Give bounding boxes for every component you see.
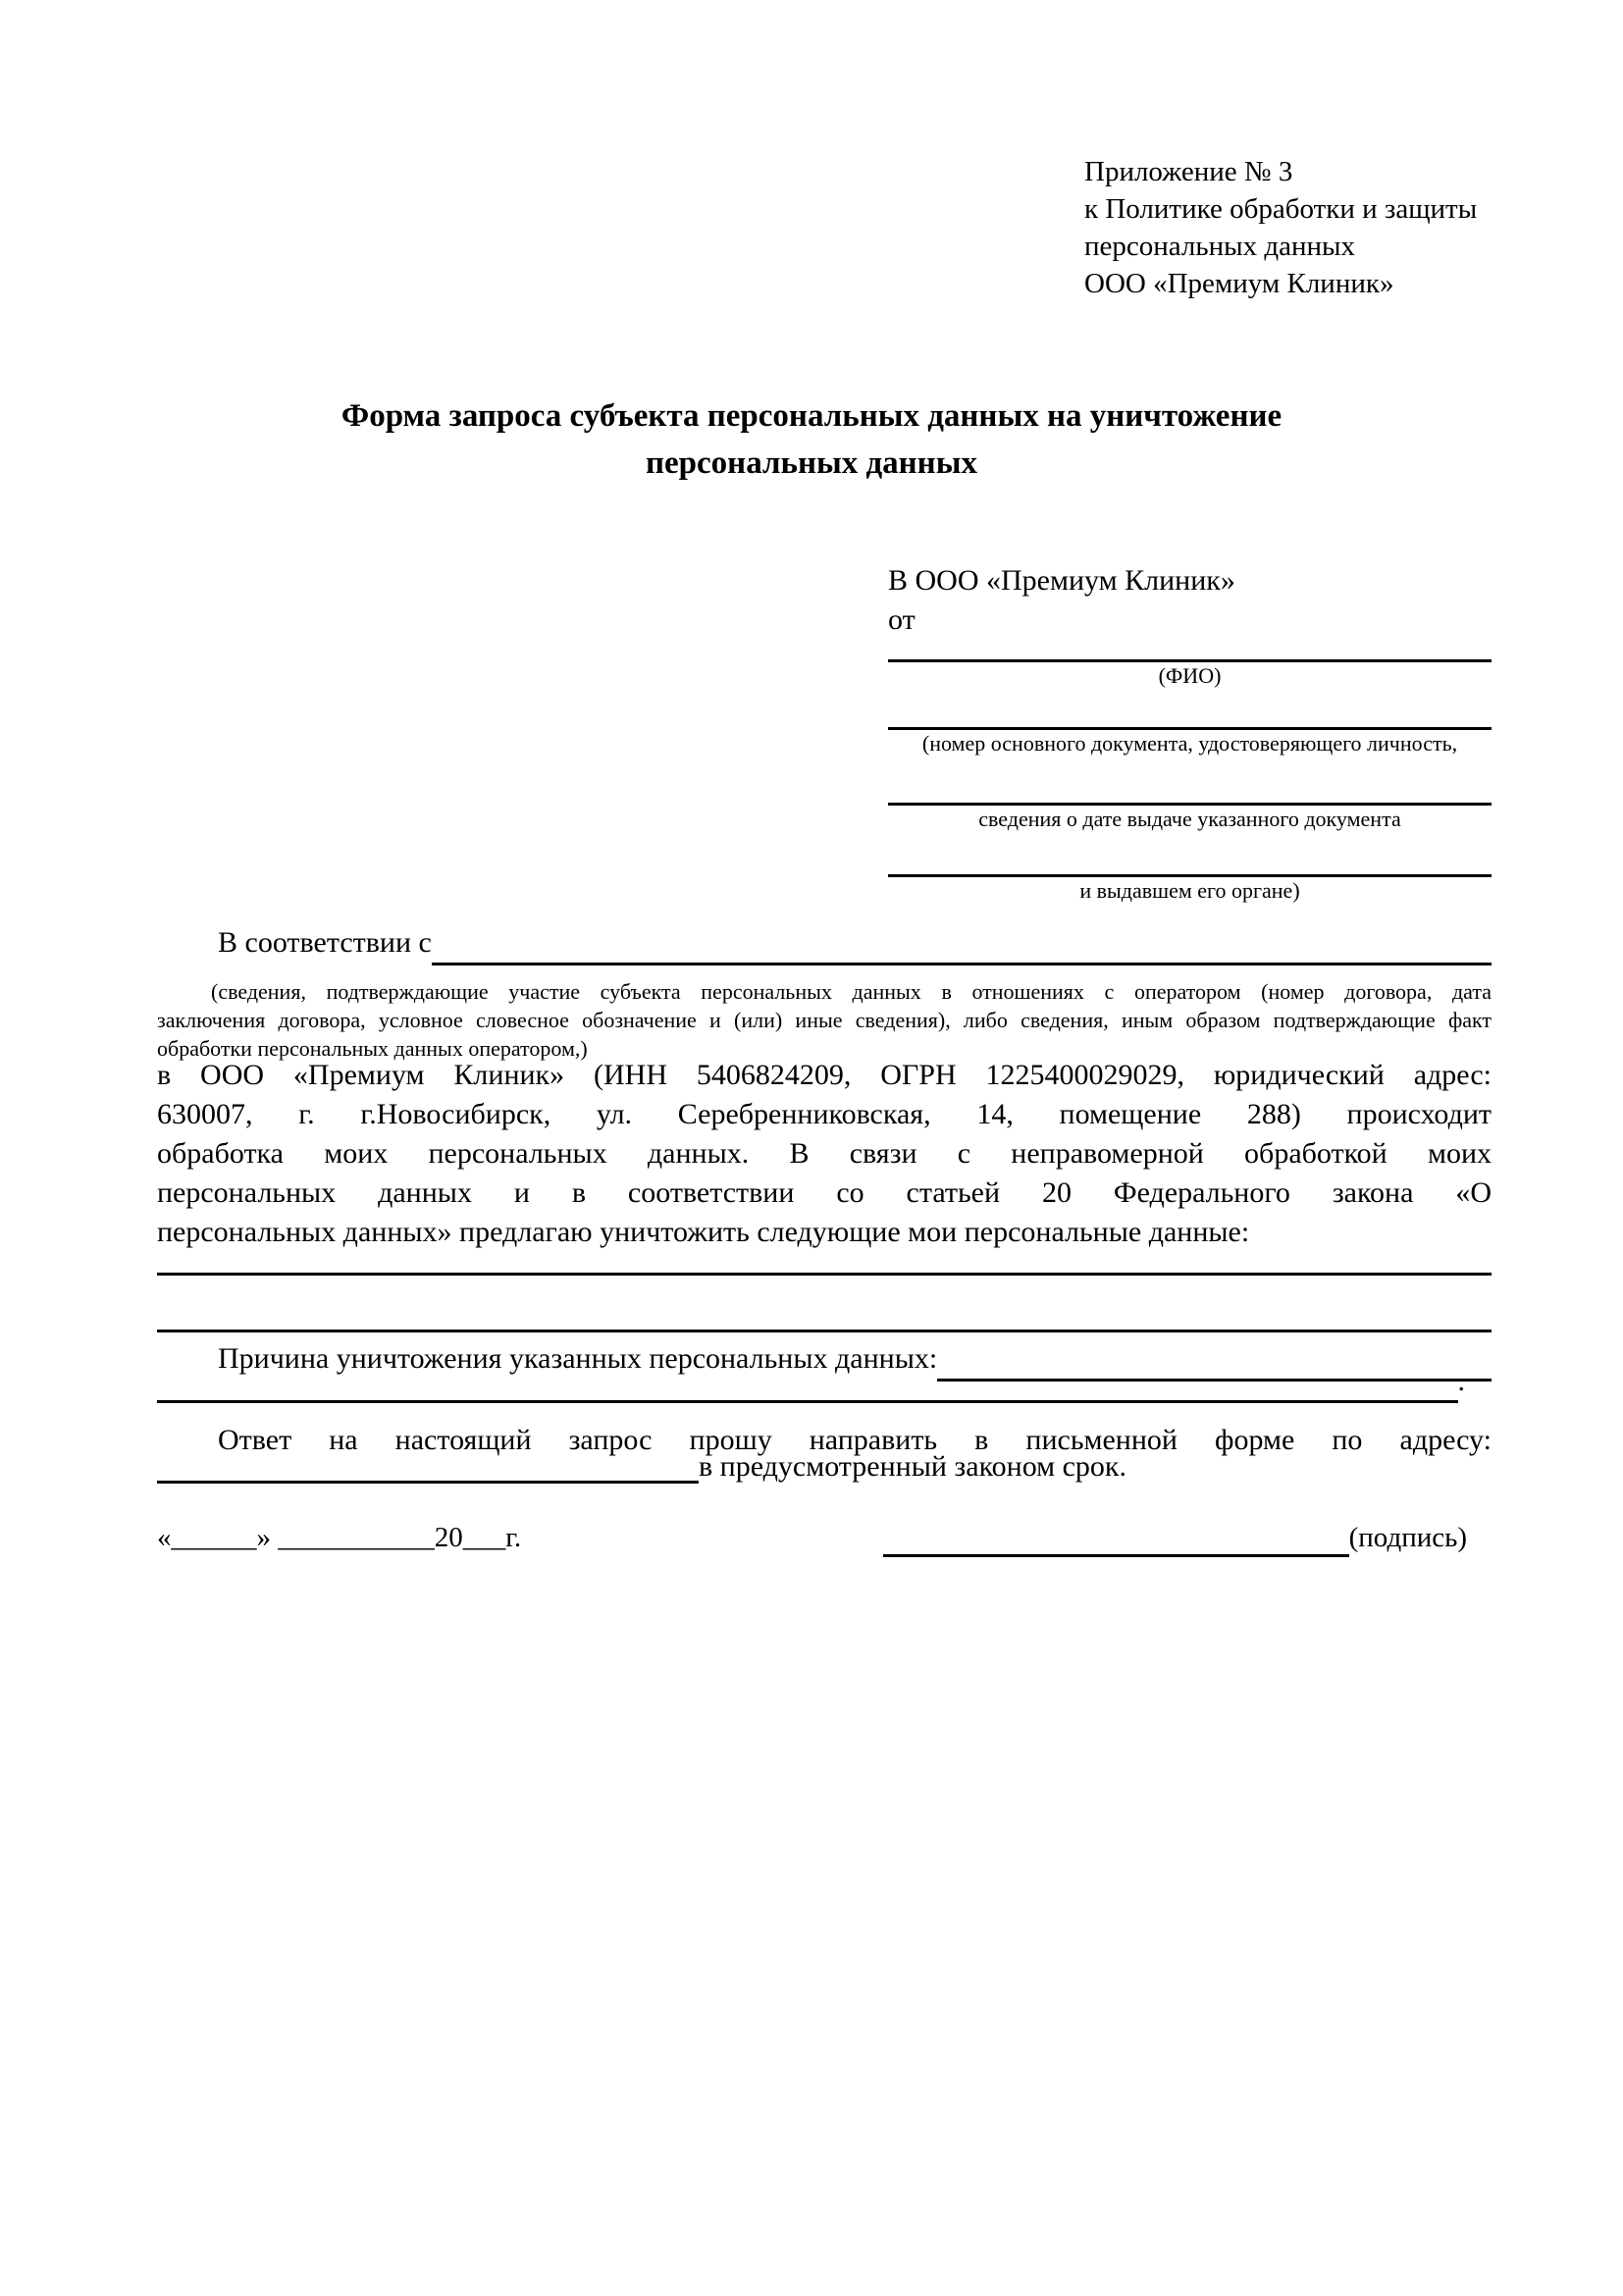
reason-label: Причина уничтожения указанных персональных данных: bbox=[218, 1342, 938, 1375]
body-line: 630007, г. г.Новосибирск, ул. Серебренниковская, 14, помещение 288) происходит bbox=[157, 1098, 1492, 1130]
reason-continuation-row bbox=[157, 1360, 1465, 1403]
appendix-note bbox=[1084, 153, 1477, 302]
doc-issuer-blank-field bbox=[888, 833, 1492, 877]
doc-issue-date-caption: сведения о дате выдаче указанного документа bbox=[978, 807, 1401, 831]
reply-request-line: Ответ на настоящий запрос прошу направить в письменной форме по адресу: bbox=[218, 1424, 1492, 1456]
footnote-line: заключения договора, условное словесное обозначение и (или) иные сведения), либо сведения, иным образом подтверждающие факт bbox=[157, 1008, 1492, 1032]
signature-blank-field bbox=[883, 1516, 1349, 1557]
appendix-line: Приложение № 3 bbox=[1084, 156, 1293, 187]
accordance-lead: В соответствии с bbox=[218, 926, 432, 959]
reason-terminator: . bbox=[1457, 1365, 1465, 1397]
doc-issuer-caption: и выдавшем его органе) bbox=[1079, 878, 1300, 903]
addressee-to: В ООО «Премиум Клиник» bbox=[888, 564, 1235, 597]
reply-address-row bbox=[157, 1450, 1492, 1484]
body-line: обработка моих персональных данных. В связи с неправомерной обработкой моих bbox=[157, 1137, 1492, 1170]
footnote-line: обработки персональных данных оператором,) bbox=[157, 1036, 588, 1061]
footnote-line: (сведения, подтверждающие участие субъекта персональных данных в отношениях с оператором (номер договора, дата bbox=[211, 979, 1492, 1004]
data-blank-line-1 bbox=[157, 1273, 1492, 1276]
accordance-footnote bbox=[157, 977, 1492, 1063]
doc-issue-date-blank-field bbox=[888, 757, 1492, 806]
accordance-blank-field bbox=[432, 920, 1492, 965]
reason-blank-field-2 bbox=[157, 1360, 1458, 1403]
accordance-row bbox=[157, 920, 1492, 965]
appendix-line: персональных данных bbox=[1084, 231, 1356, 262]
addressee-block bbox=[888, 561, 1492, 905]
body-paragraph bbox=[157, 1056, 1492, 1252]
footer-row bbox=[157, 1516, 1492, 1559]
reply-address-blank-field bbox=[157, 1447, 699, 1484]
appendix-line: ООО «Премиум Клиник» bbox=[1084, 268, 1394, 299]
fio-blank-field bbox=[888, 640, 1492, 662]
doc-number-blank-field bbox=[888, 690, 1492, 730]
data-blank-line-2 bbox=[157, 1330, 1492, 1332]
date-blank: «______» ___________20___г. bbox=[157, 1522, 522, 1553]
appendix-line: к Политике обработки и защиты bbox=[1084, 193, 1478, 225]
addressee-from-label: от bbox=[888, 603, 916, 636]
reply-request-tail: в предусмотренный законом срок. bbox=[699, 1450, 1126, 1483]
document-title bbox=[144, 392, 1479, 487]
document-title-line: персональных данных bbox=[646, 445, 977, 481]
body-line: в ООО «Премиум Клиник» (ИНН 5406824209, ОГРН 1225400029029, юридический адрес: bbox=[157, 1059, 1492, 1091]
body-line: персональных данных» предлагаю уничтожить следующие мои персональные данные: bbox=[157, 1216, 1250, 1248]
signature-caption: (подпись) bbox=[1348, 1522, 1467, 1553]
body-line: персональных данных и в соответствии со статьей 20 Федерального закона «О bbox=[157, 1176, 1492, 1209]
signature-area bbox=[883, 1516, 1467, 1559]
document-title-line: Форма запроса субъекта персональных данных на уничтожение bbox=[340, 398, 1283, 434]
fio-caption: (ФИО) bbox=[1158, 663, 1222, 688]
doc-number-caption: (номер основного документа, удостоверяющего личность, bbox=[921, 731, 1458, 756]
